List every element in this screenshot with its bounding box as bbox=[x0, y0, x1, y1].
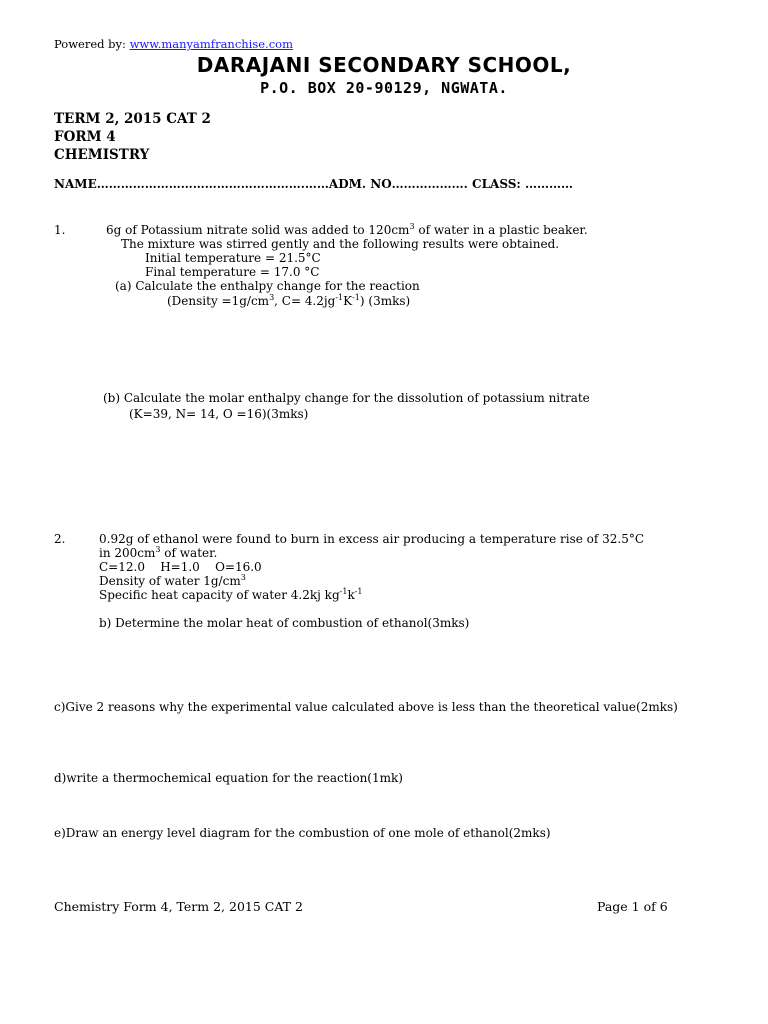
question-2b: b) Determine the molar heat of combustion of ethanol(3mks) bbox=[99, 616, 470, 630]
question-1-line-1: 6g of Potassium nitrate solid was added to $120cm^3$ of water in a plastic beaker. bbox=[106, 222, 588, 237]
form-heading: FORM 4 bbox=[54, 129, 116, 145]
school-name: DARAJANI SECONDARY SCHOOL, bbox=[196, 53, 572, 77]
subject-heading: CHEMISTRY bbox=[54, 147, 150, 163]
question-2c: c)Give 2 reasons why the experimental value calculated above is less than the theoretical value(2mks) bbox=[54, 700, 678, 714]
question-1-number: 1. bbox=[54, 223, 66, 237]
question-1b-masses: (K=39, N= 14, O =16)(3mks) bbox=[129, 407, 309, 421]
question-2-density: Density of water $1g/cm^3$ bbox=[99, 573, 246, 588]
question-2e: e)Draw an energy level diagram for the combustion of one mole of ethanol(2mks) bbox=[54, 826, 551, 840]
page-number: Page 1 of 6 bbox=[597, 899, 668, 914]
school-address: P.O. BOX 20-90129, NGWATA. bbox=[260, 79, 508, 97]
term-heading: TERM 2, 2015 CAT 2 bbox=[54, 111, 211, 127]
question-2-masses: C=12.0 H=1.0 O=16.0 bbox=[99, 560, 262, 574]
footer-title: Chemistry Form 4, Term 2, 2015 CAT 2 bbox=[54, 899, 303, 914]
question-2-number: 2. bbox=[54, 532, 66, 546]
question-2d: d)write a thermochemical equation for the reaction(1mk) bbox=[54, 771, 403, 785]
question-1b: (b) Calculate the molar enthalpy change for the dissolution of potassium nitrate bbox=[103, 391, 590, 405]
powered-by-line bbox=[54, 37, 293, 51]
powered-by-label: Powered by: bbox=[54, 37, 130, 51]
franchise-link[interactable]: www.manyamfranchise.com bbox=[129, 37, 293, 51]
initial-temperature: Initial temperature = 21.5°C bbox=[145, 251, 321, 265]
question-1a: (a) Calculate the enthalpy change for the reaction bbox=[115, 279, 420, 293]
question-1-line-2: The mixture was stirred gently and the following results were obtained. bbox=[121, 237, 560, 251]
question-2-line-2: in $200cm^3$ of water. bbox=[99, 545, 218, 560]
final-temperature: Final temperature = 17.0 °C bbox=[145, 265, 320, 279]
student-details-line: NAME…………………………………………….……ADM. NO………………. CLASS: ………… bbox=[54, 177, 573, 191]
question-1a-data: (Density $=1g/cm^3$, $C= 4.2jg^{-1}K^{-1}$) (3mks) bbox=[167, 293, 411, 308]
question-2-specific-heat: Specific heat capacity of water 4.2kj $kg^{-1}k^{-1}$ bbox=[99, 587, 363, 602]
question-2-line-1: 0.92g of ethanol were found to burn in excess air producing a temperature rise of 32.5°C bbox=[99, 532, 645, 546]
